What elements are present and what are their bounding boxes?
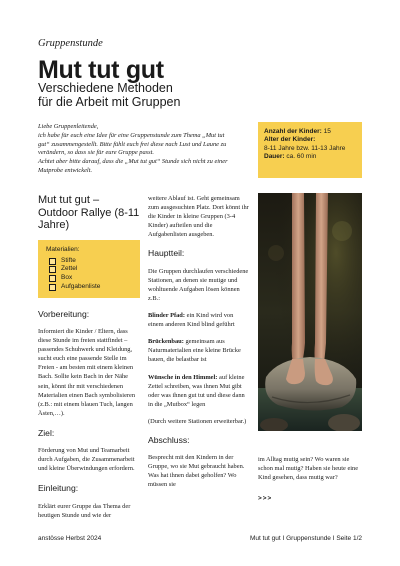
intro-paragraph: Achtet aber bitte darauf, dass die „Mut tut gut“ Stunde sich nicht zu einer Mutprobe entwickelt. [38,158,228,175]
checkbox-icon [49,275,56,282]
material-item: Box [46,274,134,283]
checkbox-icon [49,284,56,291]
info-children-age-value: 8-11 Jahre bzw. 11-13 Jahre [264,144,346,152]
intro-text [38,123,233,176]
materials-box [38,240,140,298]
page-title: Mut tut gut [38,56,164,84]
material-item: Stifte [46,257,134,266]
intro-paragraph: ich habe für euch eine Idee für eine Gruppenstunde zum Thema „Mut tut gut“ zusammengestellt. Bitte fühlt euch frei diese nach Lust und Laune zu verändern, so dass sie für eure Gruppe passt. [38,131,227,157]
station-item: Wünsche in den Himmel: auf kleine Zettel schreiben, was ihnen Mut gibt oder was ihnen gut tut und diese dann in die „Mutbox“ legen [148,373,245,408]
feet-on-stone-photo [258,193,362,431]
footer-right: Mut tut gut I Gruppenstunde I Seite 1/2 [249,535,362,542]
info-box [258,122,362,178]
col2-intro: weitere Ablauf ist. Geht gemeinsam zum ausgesuchten Platz. Dort könnt ihr die Kinder in kleine Gruppen (3-4 Kinder) aufteilen und die Aufgabenlisten ausgeben. [148,195,249,239]
ziel-heading: Ziel: [38,427,55,438]
info-children-age-label: Alter der Kinder: [264,136,316,144]
info-duration: Dauer: ca. 60 min [264,153,317,161]
subtitle-line: Verschiedene Methoden [38,81,173,95]
info-children-count: Anzahl der Kinder: 15 [264,128,331,135]
page-kicker: Gruppenstunde [38,38,103,49]
subtitle-line: für die Arbeit mit Gruppen [38,95,181,109]
continue-marker: >>> [258,495,273,503]
einleitung-text: Erklärt eurer Gruppe das Thema der heutigen Stunde und wie der [38,502,131,519]
footer-left: anstösse Herbst 2024 [38,535,102,542]
hauptteil-heading: Hauptteil: [148,248,185,259]
abschluss-text: Besprecht mit den Kindern in der Gruppe, wo sie Mut gebraucht haben. Was hat ihnen dabei geholfen? Wo müssen sie [148,454,245,489]
section-title: Mut tut gut – Outdoor Rallye (8-11 Jahre) [38,194,140,232]
materials-label: Materialien: [46,245,80,253]
station-item: Blinder Pfad: ein Kind wird von einem anderen Kind blind geführt [148,312,235,329]
material-item: Zettel [46,265,134,274]
checkbox-icon [49,258,56,265]
col3-text: im Alltag mutig sein? Wo waren sie schon mal mutig? Haben sie heute eine Kind gesehen, dass mutig war? [258,456,359,482]
stations-note: (Durch weitere Stationen erweiterbar.) [148,417,247,425]
hauptteil-text: Die Gruppen durchlaufen verschiedene Stationen, an denen sie mutige und wohltuende Aufgaben lösen können z.B.: [148,267,249,302]
vorbereitung-text: Informiert die Kinder / Eltern, dass diese Stunde im freien stattfindet – passendes Schuhwerk und Kleidung, sucht euch eine passende Stelle im Freien - am besten mit einem kleinen Bach. Sollte kein Bach in der Nähe sein, könnt ihr mit verschiedenen Materialien einen Bach symbolisieren (z.B.: mit einem blauen Tuch, langen Ästen,…). [38,327,136,417]
einleitung-heading: Einleitung: [38,483,79,494]
station-item: Brückenbau: gemeinsam aus Naturmaterialien eine kleine Brücke bauen, die belastbar ist [148,338,241,364]
page-subtitle [38,81,228,109]
column-3 [258,455,362,503]
vorbereitung-heading: Vorbereitung: [38,308,90,319]
checkbox-icon [49,266,56,273]
ziel-text: Förderung von Mut und Teamarbeit durch Aufgaben, die Zusammenarbeit und kleine Überwindungen erfordern. [38,447,135,473]
material-item: Aufgabenliste [46,283,134,292]
column-1 [38,194,140,520]
abschluss-heading: Abschluss: [148,434,190,445]
column-2 [148,194,250,490]
intro-greeting: Liebe Gruppenleitende, [38,123,99,130]
